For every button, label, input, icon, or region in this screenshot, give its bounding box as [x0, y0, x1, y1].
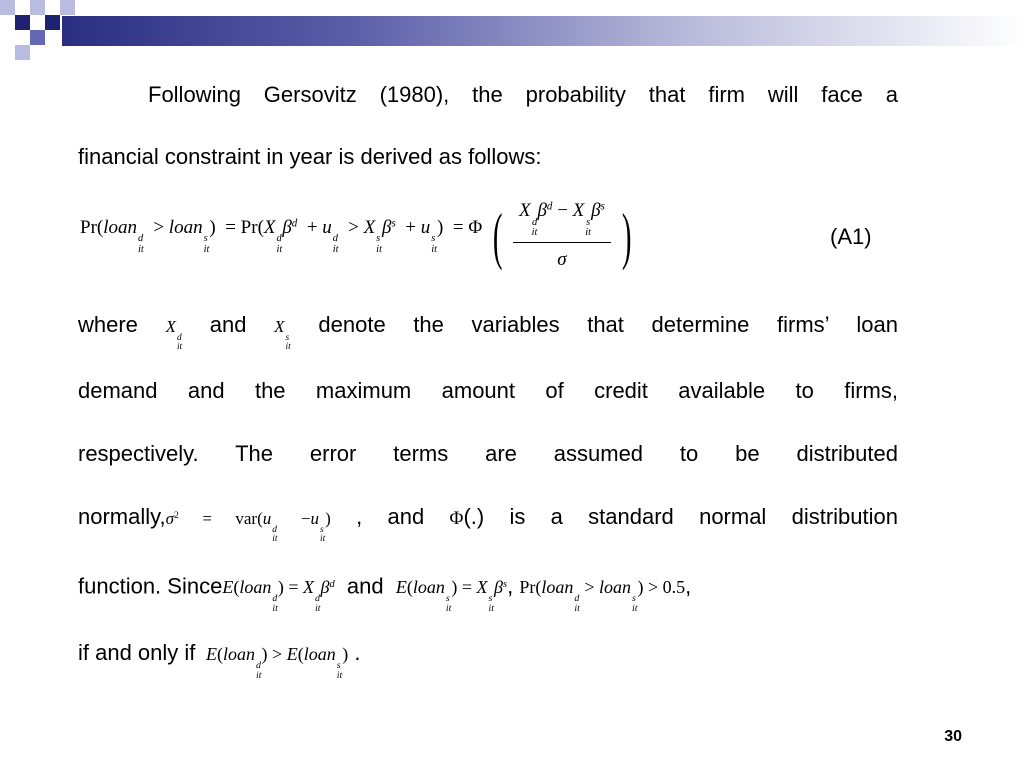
- function-line: [78, 572, 898, 614]
- function-since: function. Since: [78, 573, 223, 599]
- comma-1: ,: [507, 573, 514, 599]
- normally-line: [78, 503, 898, 544]
- where-word: where: [78, 312, 138, 337]
- xd-symbol: X d it: [165, 317, 183, 352]
- iff-formula: E(loan d it ) > E(loan s it ): [206, 644, 349, 681]
- expected-supply-formula: E(loan s it ) = X s it $\beta^s$: [395, 577, 508, 615]
- deco-square: [30, 30, 45, 45]
- deco-square: [30, 0, 45, 15]
- deco-square: [15, 15, 30, 30]
- deco-square: [45, 15, 60, 30]
- header-gradient-bar: [62, 16, 1024, 46]
- deco-square: [60, 0, 75, 15]
- header-decoration: [0, 0, 1024, 64]
- probability-formula: Pr(loan d it > loan s it ) > 0.5: [519, 577, 686, 615]
- iff-text: if and only if: [78, 640, 196, 665]
- deco-square: [15, 45, 30, 60]
- intro-line-1: [78, 82, 898, 108]
- iff-line: [78, 640, 898, 681]
- normally-suffix: (.) is a standard normal distribution: [463, 503, 898, 529]
- xs-symbol: X s it: [274, 317, 291, 352]
- phi-symbol: Φ: [449, 507, 464, 529]
- function-and: and: [346, 573, 384, 599]
- where-line: [78, 312, 898, 352]
- and-word: and: [209, 312, 247, 337]
- comma-2: ,: [685, 573, 692, 599]
- sigma-formula: $\sigma^2 = var(u$ d it −u s it ): [165, 508, 331, 544]
- where-rest-text: denote the variables that determine firms’ loan: [318, 312, 898, 337]
- equation-a1: Pr(loan d it > loan s it ) = Pr(X d it $\beta^d + u$ d it > X s it $\beta^s + u$ s it ) = Φ ( X d it $\beta^d - X$ s it $\beta^s$ σ ): [80, 199, 632, 271]
- equation-label: (A1): [830, 224, 872, 249]
- deco-square: [0, 0, 15, 15]
- respectively-line: respectively. The error terms are assumed to be distributed: [78, 441, 898, 466]
- period: .: [354, 640, 361, 665]
- expected-demand-formula: E(loan d it ) = X d it $\beta^d$: [222, 577, 335, 615]
- normally-and: , and: [356, 503, 425, 529]
- normally-word: normally,: [78, 503, 166, 529]
- intro-line-2: financial constraint in year is derived as follows:: [78, 144, 542, 169]
- demand-line: demand and the maximum amount of credit available to firms,: [78, 378, 898, 403]
- intro-text-1: Following Gersovitz (1980), the probability that firm will face a: [148, 82, 898, 107]
- page-number: 30: [944, 728, 962, 745]
